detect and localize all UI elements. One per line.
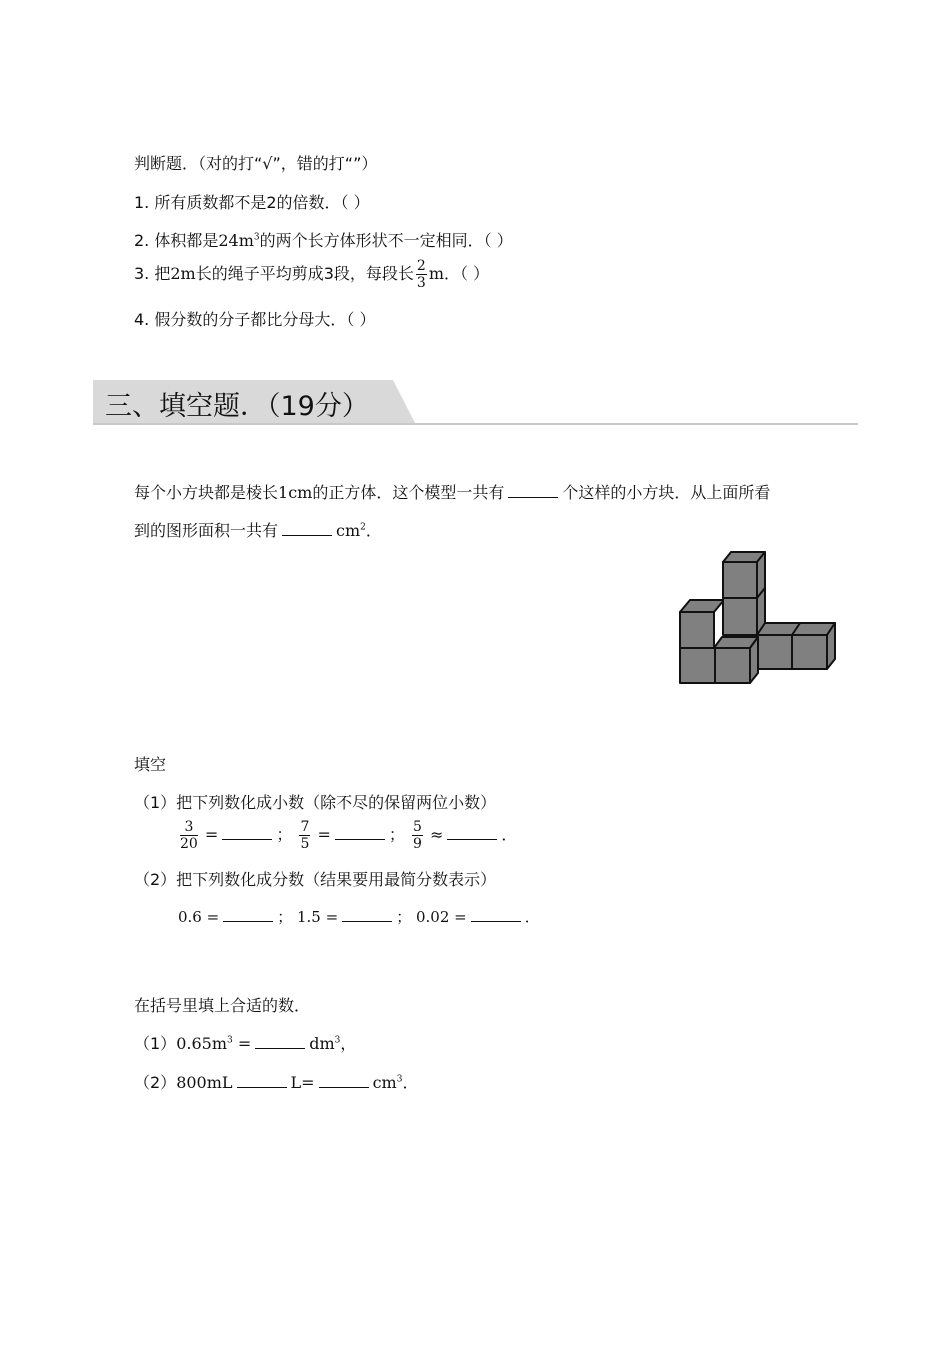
cube-front	[723, 598, 757, 635]
judge-q2	[134, 228, 513, 251]
answer-blank[interactable]	[471, 909, 521, 922]
f2-num: 7	[300, 819, 310, 835]
judge-q4: 4. 假分数的分子都比分母大．（ ）	[134, 310, 376, 329]
q3-post: ．（ ）	[444, 264, 490, 283]
answer-blank[interactable]	[223, 909, 273, 922]
cube-question-line1	[134, 480, 770, 503]
fill-decimal-row	[178, 906, 540, 927]
q3-unit: m	[428, 264, 444, 283]
q3-pre: 3. 把	[134, 264, 171, 283]
q3-frac-num: 2	[416, 258, 426, 274]
u2-unit2: cm	[372, 1073, 397, 1092]
answer-blank[interactable]	[319, 1075, 369, 1088]
cube-front	[757, 635, 792, 669]
q2-pre: 2. 体积都是	[134, 231, 219, 250]
cube-front	[792, 635, 827, 669]
approx-sign: ≈	[429, 825, 444, 844]
answer-blank[interactable]	[222, 827, 272, 840]
separator: ；	[277, 908, 293, 926]
eq-sign: =	[204, 825, 219, 844]
f1-num: 3	[180, 819, 198, 836]
eq-sign: =	[237, 1034, 252, 1053]
u1-sup: 3	[226, 1035, 233, 1046]
end-mark: ．	[402, 1073, 419, 1092]
fill-heading: 填空	[134, 755, 167, 774]
section-banner	[93, 380, 858, 425]
section-title: 三、填空题．（19分）	[105, 391, 369, 422]
cube-l2-post: ．	[365, 521, 382, 540]
cube-l1-mid: 的正方体．这个模型一共有	[312, 483, 505, 502]
answer-blank[interactable]	[342, 909, 392, 922]
answer-blank[interactable]	[282, 523, 332, 536]
judge-heading: 判断题．（对的打“√”，错的打“”）	[134, 154, 378, 173]
cube-front	[723, 562, 757, 598]
cube-l1-post: 个这样的小方块．从上面所看	[562, 483, 771, 502]
judge-q1: 1. 所有质数都不是2的倍数．（ ）	[134, 193, 370, 212]
u1-sup2: 3	[334, 1035, 341, 1046]
answer-blank[interactable]	[255, 1036, 305, 1049]
units-line1	[134, 1031, 356, 1054]
u1-label: （1）	[134, 1034, 177, 1053]
u2-num: 800mL	[176, 1073, 233, 1092]
u1-num: 0.65m	[176, 1034, 227, 1053]
cube-l2-unit: cm	[336, 521, 361, 540]
separator: ；	[396, 908, 412, 926]
q2-num: 24m	[218, 231, 254, 250]
u2-sup: 3	[396, 1074, 403, 1085]
q3-fraction	[416, 258, 427, 291]
answer-blank[interactable]	[447, 827, 497, 840]
cube-question-line2	[134, 518, 382, 541]
cube-l2-pre: 到的图形面积一共有	[134, 521, 279, 540]
cube-front	[680, 612, 714, 648]
decimal-2: 1.5 =	[297, 908, 339, 926]
fraction-2	[299, 819, 310, 852]
u2-unit1: L=	[290, 1073, 315, 1092]
fill-p2: （2）把下列数化成分数（结果要用最简分数表示）	[134, 870, 497, 889]
q3-frac-den: 3	[416, 275, 426, 291]
fraction-1	[180, 819, 198, 852]
cube-l1-num: 1cm	[278, 483, 313, 502]
eq-sign: =	[317, 825, 331, 844]
cube-l2-sup: 2	[360, 522, 366, 533]
answer-blank[interactable]	[237, 1075, 287, 1088]
fill-p1: （1）把下列数化成小数（除不尽的保留两位小数）	[134, 793, 497, 812]
cube-l1-pre: 每个小方块都是棱长	[134, 483, 279, 502]
end-mark: ．	[524, 908, 540, 926]
decimal-3: 0.02 =	[416, 908, 467, 926]
separator: ；	[388, 825, 405, 844]
q3-mid: 长的绳子平均剪成3段，每段长	[195, 264, 414, 283]
end-mark: ，	[340, 1034, 357, 1053]
u2-label: （2）	[134, 1073, 177, 1092]
separator: ；	[276, 825, 293, 844]
end-mark: ．	[501, 825, 518, 844]
answer-blank[interactable]	[508, 485, 558, 498]
fraction-3	[412, 819, 423, 852]
f2-den: 5	[300, 836, 310, 852]
decimal-1: 0.6 =	[178, 908, 220, 926]
f1-den: 20	[180, 836, 198, 852]
answer-blank[interactable]	[335, 827, 385, 840]
q2-post: 的两个长方体形状不一定相同．（ ）	[259, 231, 513, 250]
q2-sup: 3	[253, 232, 260, 243]
q3-num: 2m	[170, 264, 196, 283]
cube-top	[680, 600, 724, 612]
cube-front	[715, 648, 750, 683]
units-heading: 在括号里填上合适的数．	[134, 996, 311, 1015]
u1-unit: dm	[309, 1034, 335, 1053]
banner-underline	[93, 423, 858, 425]
units-line2	[134, 1070, 418, 1093]
cube-front	[680, 648, 715, 683]
cube-model-figure	[672, 545, 847, 690]
f3-den: 9	[412, 836, 422, 852]
f3-num: 5	[412, 819, 422, 835]
judge-q3	[134, 258, 489, 291]
fill-fraction-row	[178, 819, 517, 852]
